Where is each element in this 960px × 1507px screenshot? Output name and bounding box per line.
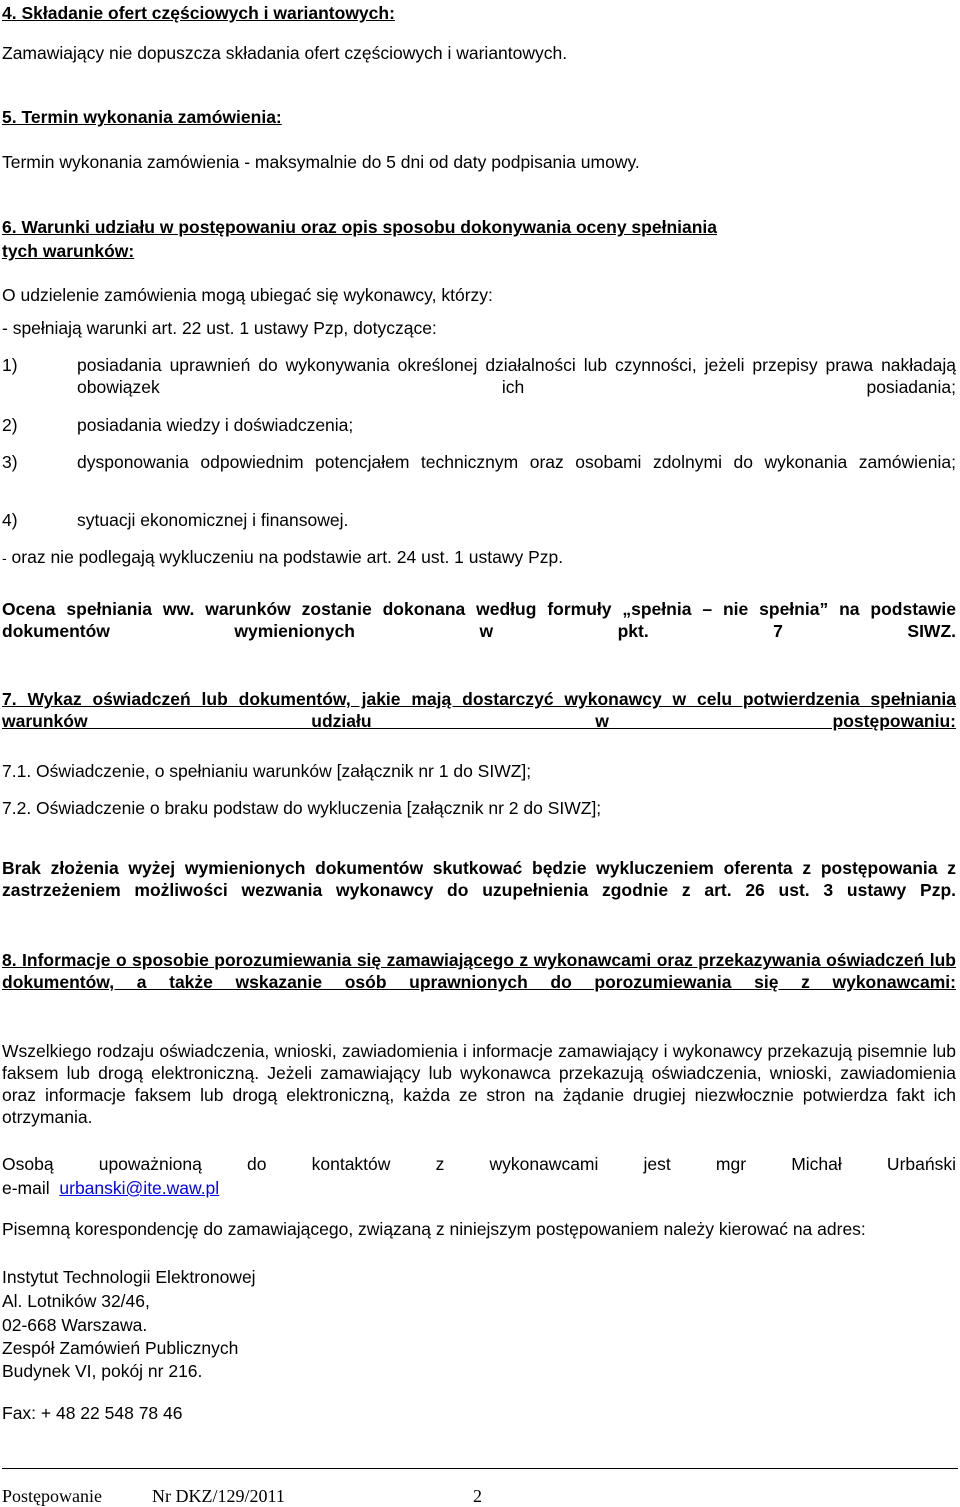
condition-item	[2, 451, 956, 473]
address-line: 02-668 Warszawa.	[2, 1315, 148, 1335]
section-5-heading: 5. Termin wykonania zamówienia:	[2, 107, 282, 127]
condition-item	[2, 509, 956, 531]
address-intro: Pisemną korespondencję do zamawiającego, związaną z niniejszym postępowaniem należy kierować na adres:	[2, 1219, 866, 1239]
fax-number: Fax: + 48 22 548 78 46	[2, 1403, 183, 1423]
condition-item	[2, 414, 956, 436]
condition-item-text: sytuacji ekonomicznej i finansowej.	[77, 510, 349, 530]
footer-label: Postępowanie	[2, 1486, 102, 1506]
address-line: Zespół Zamówień Publicznych	[2, 1338, 239, 1358]
section-6-heading-line1: 6. Warunki udziału w postępowaniu oraz opis sposobu dokonywania oceny spełniania	[2, 217, 718, 237]
section-5-text: Termin wykonania zamówienia - maksymalnie do 5 dni od daty podpisania umowy.	[2, 152, 640, 172]
section-7-item-2: 7.2. Oświadczenie o braku podstaw do wykluczenia [załącznik nr 2 do SIWZ];	[2, 798, 602, 818]
email-link[interactable]: urbanski@ite.waw.pl	[59, 1178, 220, 1198]
page-number: 2	[473, 1486, 482, 1506]
footer-divider	[2, 1468, 958, 1469]
address-line: Instytut Technologii Elektronowej	[2, 1267, 256, 1287]
section-8-paragraph: Wszelkiego rodzaju oświadczenia, wnioski, zawiadomienia i informacje zamawiający i wykonawcy przekazują pisemnie lub faksem lub drogą elektroniczną. Jeżeli zamawiający lub wykonawca przekazują oświadczenia, wnioski, zawiadomienia oraz informacje faksem lub drogą elektroniczną, każda ze stron na żądanie drugiej niezwłocznie potwierdza fakt ich otrzymania.	[2, 1041, 956, 1127]
condition-item-text: dysponowania odpowiednim potencjałem technicznym oraz osobami zdolnymi do wykonania zamówienia;	[77, 452, 956, 472]
section-6-sub-intro: - spełniają warunki art. 22 ust. 1 ustawy Pzp, dotyczące:	[2, 318, 437, 338]
section-7-heading: 7. Wykaz oświadczeń lub dokumentów, jakie mają dostarczyć wykonawcy w celu potwierdzenia spełniania warunków udziału w postępowaniu:	[2, 689, 956, 731]
condition-item-text: posiadania wiedzy i doświadczenia;	[77, 415, 354, 435]
exclusion-line	[2, 546, 956, 569]
condition-item-text: posiadania uprawnień do wykonywania określonej działalności lub czynności, jeżeli przepisy prawa nakładają obowiązek ich posiadania;	[77, 355, 956, 397]
email-line	[2, 1177, 956, 1199]
section-7-note: Brak złożenia wyżej wymienionych dokumentów skutkować będzie wykluczeniem oferenta z postępowania z zastrzeżeniem możliwości wezwania wykonawcy do uzupełnienia zgodnie z art. 26 ust. 3 ustawy Pzp.	[2, 858, 956, 900]
section-8-heading: 8. Informacje o sposobie porozumiewania się zamawiającego z wykonawcami oraz przekazywania oświadczeń lub dokumentów, a także wskazanie osób uprawnionych do porozumiewania się z wykonawcami:	[2, 950, 956, 992]
exclusion-dash: -	[2, 550, 7, 566]
section-7-item-1: 7.1. Oświadczenie, o spełnianiu warunków [załącznik nr 1 do SIWZ];	[2, 761, 532, 781]
exclusion-text: oraz nie podlegają wykluczeniu na podstawie art. 24 ust. 1 ustawy Pzp.	[11, 547, 564, 567]
assessment-note: Ocena spełniania ww. warunków zostanie dokonana według formuły „spełnia – nie spełnia” na podstawie dokumentów wymienionych w pkt. 7 SIWZ.	[2, 599, 956, 641]
footer-case-number: Nr DKZ/129/2011	[152, 1486, 285, 1506]
contact-person: Osobą upoważnioną do kontaktów z wykonawcami jest mgr Michał Urbański	[2, 1154, 956, 1174]
address-line: Al. Lotników 32/46,	[2, 1291, 150, 1311]
condition-item-number: 2)	[2, 415, 18, 435]
section-4-text: Zamawiający nie dopuszcza składania ofert częściowych i wariantowych.	[2, 43, 568, 63]
section-6-heading-line2: tych warunków:	[2, 241, 135, 261]
email-label: e-mail	[2, 1178, 50, 1198]
condition-item-number: 1)	[2, 355, 18, 375]
condition-item	[2, 354, 956, 398]
condition-item-number: 3)	[2, 452, 18, 472]
address-line: Budynek VI, pokój nr 216.	[2, 1361, 203, 1381]
condition-item-number: 4)	[2, 510, 18, 530]
section-6-intro: O udzielenie zamówienia mogą ubiegać się wykonawcy, którzy:	[2, 285, 493, 305]
section-4-heading: 4. Składanie ofert częściowych i wariantowych:	[2, 3, 395, 23]
